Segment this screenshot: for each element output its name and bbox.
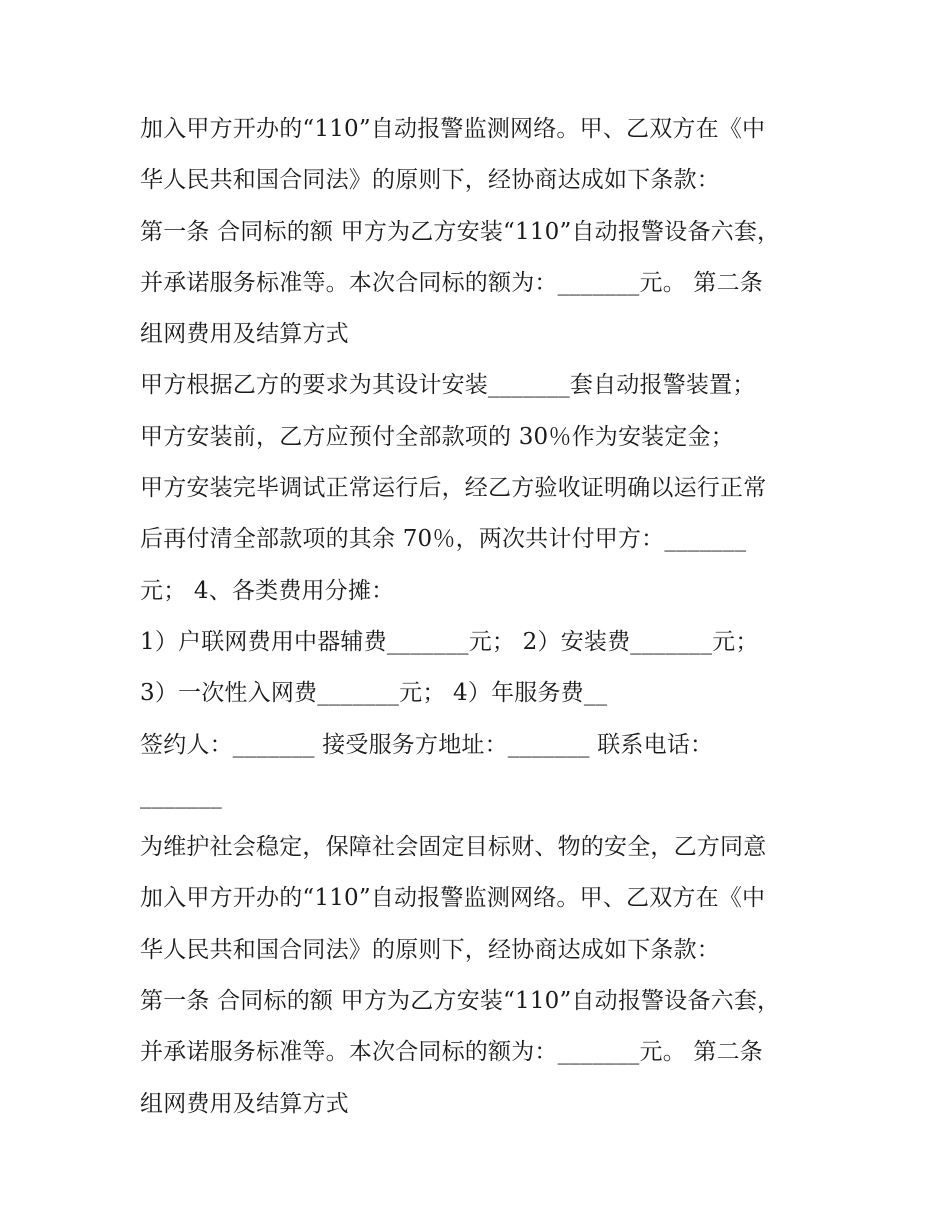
text-line-5: 组网费用及结算方式 — [140, 321, 349, 348]
text-line-1: 加入甲方开办的“110”自动报警监测网络。甲、乙双方在《中 — [140, 116, 766, 142]
text-line-8: 甲方安装完毕调试正常运行后，经乙方验收证明确以运行正常 — [140, 475, 767, 502]
text-line-3: 第一条 合同标的额 甲方为乙方安装“110”自动报警设备六套， — [140, 218, 781, 245]
text-line-4: 并承诺服务标准等。本次合同标的额为：_______元。 第二条 — [140, 269, 764, 296]
text-line-20: 组网费用及结算方式 — [140, 1090, 349, 1117]
text-line-18: 第一条 合同标的额 甲方为乙方安装“110”自动报警设备六套， — [140, 988, 781, 1015]
document-body — [140, 104, 820, 1130]
text-line-11: 1）户联网费用中器辅费_______元； 2）安装费_______元； — [140, 628, 759, 655]
text-line-10: 元； 4、各类费用分摊： — [140, 577, 395, 604]
text-line-12: 3）一次性入网费_______元； 4）年服务费__ — [140, 680, 608, 707]
text-line-13: 签约人：_______ 接受服务方地址：_______ 联系电话： — [140, 731, 714, 758]
text-line-7: 甲方安装前，乙方应预付全部款项的 30％作为安装定金； — [140, 423, 734, 450]
text-line-2: 华人民共和国合同法》的原则下，经协商达成如下条款： — [140, 167, 720, 194]
text-line-17: 华人民共和国合同法》的原则下，经协商达成如下条款： — [140, 936, 720, 963]
text-line-16: 加入甲方开办的“110”自动报警监测网络。甲、乙双方在《中 — [140, 885, 766, 912]
text-line-9: 后再付清全部款项的其余 70％，两次共计付甲方：_______ — [140, 526, 747, 553]
text-line-15: 为维护社会稳定，保障社会固定目标财、物的安全，乙方同意 — [140, 834, 767, 861]
text-line-19: 并承诺服务标准等。本次合同标的额为：_______元。 第二条 — [140, 1039, 764, 1066]
text-line-6: 甲方根据乙方的要求为其设计安装_______套自动报警装置； — [140, 372, 756, 399]
text-line-14: _______ — [140, 782, 222, 809]
